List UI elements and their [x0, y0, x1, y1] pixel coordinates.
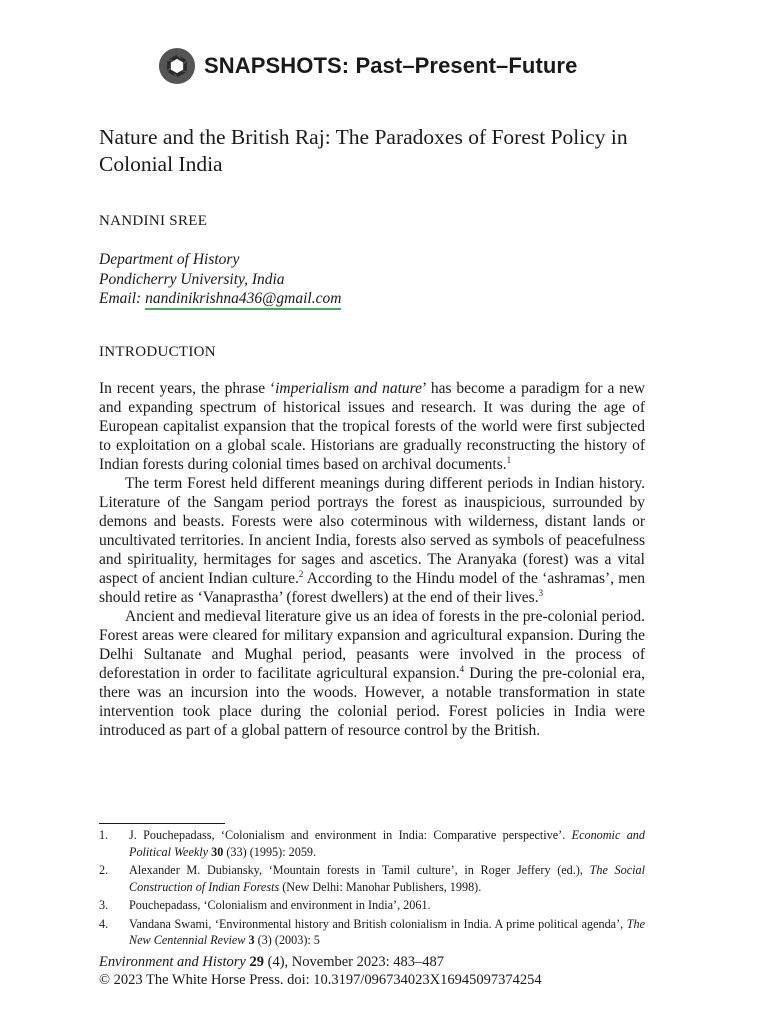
footnote-italic: The New Centennial Review: [129, 916, 645, 947]
footnote-run: Pouchepadass, ‘Colonialism and environment in India’, 2061.: [129, 898, 431, 912]
author-department: Department of History: [99, 251, 240, 268]
series-header: [158, 47, 577, 85]
footnote-ref[interactable]: 4: [459, 663, 465, 674]
journal-name: Environment and History: [99, 954, 246, 970]
footnote-run: Vandana Swami, ‘Environmental history and British colonialism in India. A prime political agenda’,: [129, 916, 627, 931]
footnote-number: 1.: [99, 828, 109, 842]
footnote-run: J. Pouchepadass, ‘Colonialism and environment in India: Comparative perspective’.: [129, 828, 572, 842]
footnote-number: 4.: [99, 916, 109, 931]
footnote-run: (33) (1995): 2059.: [223, 844, 317, 859]
footnote-text: [129, 897, 645, 914]
author-email-line: [99, 289, 341, 309]
email-link[interactable]: nandinikrishna436@gmail.com: [145, 290, 341, 310]
author-affiliation: [99, 250, 341, 309]
footnote-run: Alexander M. Dubiansky, ‘Mountain forests in Tamil culture’, in Roger Jeffery (ed.),: [129, 863, 590, 877]
author-name: NANDINI SREE: [99, 213, 208, 229]
footnote-italic: Economic and Political Weekly: [129, 828, 645, 859]
email-label: Email:: [99, 290, 142, 307]
body-text-run: According to the Hindu model of the ‘ashramas’, men should retire as ‘Vanaprastha’ (forest dwellers) at the end of their lives.: [99, 570, 645, 606]
footnote-item: [99, 827, 645, 860]
footnote-ref[interactable]: 1: [506, 454, 512, 465]
body-paragraph: [99, 607, 645, 740]
body-text-run: Ancient and medieval literature give us an idea of forests in the pre-colonial period. Forest areas were cleared for military expansion and agricultural expansion. During the Delhi Sultanate and Mughal period, peasants were involved in the process of deforestation in order to facilitate agricultural expansion.: [99, 608, 645, 682]
body-text-run: The term Forest held different meanings during different periods in Indian history. Literature of the Sangam period portrays the forest as inauspicious, surrounded by demons and beasts. Forests were also coterminous with wilderness, distant lands or uncultivated territories. In ancient India, forests also served as symbols of peacefulness and spirituality, hermitages for sages and ascetics. The Aranyaka (forest) was a vital aspect of ancient Indian culture.: [99, 475, 645, 587]
emphasis-text: imperialism and nature: [275, 380, 423, 397]
footnote-item: [99, 916, 645, 949]
footnote-italic: The Social Construction of Indian Forests: [129, 863, 645, 894]
article-title: Nature and the British Raj: The Paradoxes of Forest Policy in Colonial India: [99, 125, 628, 176]
body-text-run: During the pre-colonial era, there was an incursion into the woods. However, a notable transformation in state intervention took place during the colonial period. Forest policies in India were introduced as part of a global pattern of resource control by the British.: [99, 665, 645, 739]
footnote-item: [99, 862, 645, 895]
footnote-run: (New Delhi: Manohar Publishers, 1998).: [279, 879, 482, 894]
page-footer: [99, 953, 542, 989]
body-text-run: ’ has become a paradigm for a new and expanding spectrum of historical issues and research. It was during the age of European capitalist expansion that the tropical forests of the world were first subjected to exploitation on a global scale. Historians are gradually reconstructing the history of Indian forests during colonial times based on archival documents.: [99, 380, 645, 473]
footnote-text: [129, 827, 645, 860]
author-institution: Pondicherry University, India: [99, 270, 285, 288]
footnote-run: (3) (2003): 5: [254, 933, 320, 947]
footnotes: [99, 827, 645, 951]
footnote-bold: 30: [211, 844, 224, 859]
footnote-ref[interactable]: 2: [298, 568, 304, 579]
journal-issue-pages: (4), November 2023: 483–487: [264, 954, 445, 970]
footnote-text: [129, 862, 645, 895]
footnote-number: 3.: [99, 898, 109, 912]
footnote-bold: 3: [248, 933, 255, 947]
footnote-item: [99, 897, 645, 914]
body-paragraph: [99, 379, 645, 474]
footnote-text: [129, 916, 645, 949]
article-body: [99, 379, 645, 740]
copyright-line: © 2023 The White Horse Press. doi: 10.3197/096734023X16945097374254: [99, 972, 542, 988]
footnote-number: 2.: [99, 863, 109, 877]
section-heading: INTRODUCTION: [99, 344, 216, 360]
hexagon-ring-logo-icon: [158, 47, 196, 85]
journal-volume: 29: [249, 954, 264, 970]
footnote-divider: [99, 823, 225, 824]
body-text-run: In recent years, the phrase ‘: [99, 380, 276, 397]
body-paragraph: [99, 474, 645, 607]
series-title: SNAPSHOTS: Past–Present–Future: [204, 53, 578, 78]
footnote-ref[interactable]: 3: [538, 587, 544, 598]
journal-citation: [99, 953, 542, 971]
